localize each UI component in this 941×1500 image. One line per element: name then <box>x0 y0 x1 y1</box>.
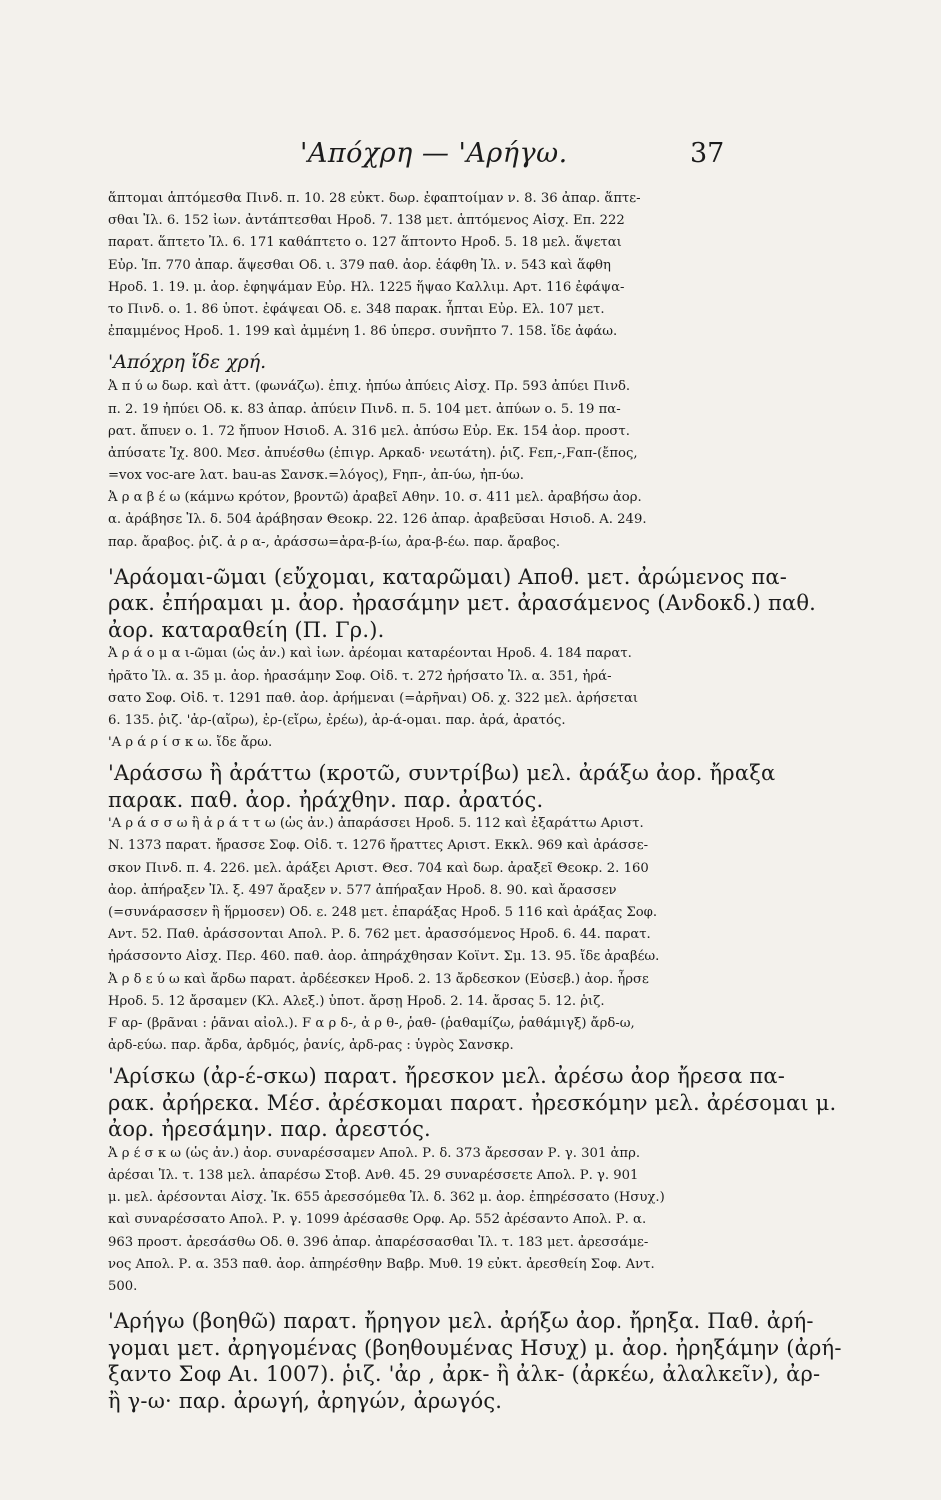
text-line: καὶ συναρέσσατο Απολ. Ρ. γ. 1099 ἀρέσασθε Ορφ. Αρ. 552 ἀρέσαντο Απολ. Ρ. α. <box>108 1212 647 1228</box>
text-line: παρατ. ἅπτετο Ἰλ. 6. 171 καθάπτετο ο. 127 ἅπτοντο Ηροδ. 5. 18 μελ. ἅψεται <box>108 235 622 251</box>
text-line: ρακ. ἐπήραμαι μ. ἀορ. ἠρασάμην μετ. ἀρασάμενος (Ανδοκδ.) παθ. <box>108 591 817 616</box>
text-line: Ν. 1373 παρατ. ἤρασσε Σοφ. Οἰδ. τ. 1276 ἤραττες Αριστ. Εκκλ. 969 καὶ ἀράσσε- <box>108 838 649 854</box>
text-line: νος Απολ. Ρ. α. 353 παθ. ἀορ. ἀπηρέσθην Βαβρ. Μυθ. 19 εὐκτ. ἀρεσθείη Σοφ. Αντ. <box>108 1256 655 1272</box>
running-header <box>0 138 941 178</box>
text-line: 'Αράομαι-ῶμαι (εὔχομαι, καταρῶμαι) Αποθ. μετ. ἀρώμενος πα- <box>108 564 788 589</box>
text-line: σθαι Ἰλ. 6. 152 ἰων. ἀντάπτεσθαι Ηροδ. 7. 138 μετ. ἁπτόμενος Αἰσχ. Επ. 222 <box>108 213 625 229</box>
entries-body <box>108 188 842 1414</box>
text-line: 'Αράσσω ἢ ἀράττω (κροτῶ, συντρίβω) μελ. ἀράξω ἀορ. ἤραξα <box>108 761 776 786</box>
text-line: F αρ- (βρᾶναι : ῥᾶναι αἰολ.). F α ρ δ-, ἀ ρ θ-, ῥαθ- (ῥαθαμίζω, ῥαθάμιγξ) ἄρδ-ω, <box>108 1015 635 1031</box>
text-line: =vox voc-are λατ. bau-as Σανσκ.=λόγος), Fηπ-, ἀπ-ύω, ἠπ-ύω. <box>108 468 524 484</box>
text-line: ἀορ. καταραθείη (Π. Γρ.). <box>108 617 385 642</box>
text-line: Ηροδ. 1. 19. μ. ἀορ. ἐφηψάμαν Εὐρ. Ηλ. 1225 ἥψαο Καλλιμ. Αρτ. 116 ἐφάψα- <box>108 279 625 295</box>
text-line: το Πινδ. ο. 1. 86 ὑποτ. ἐφάψεαι Οδ. ε. 348 παρακ. ἧπται Εὐρ. Ελ. 107 μετ. <box>108 301 605 317</box>
text-line: 'Απόχρη ἴδε χρή. <box>108 351 267 374</box>
text-line: 'Α ρ ά σ σ ω ἢ ἀ ρ ά τ τ ω (ὡς ἀν.) ἀπαράσσει Ηροδ. 5. 112 καὶ ἐξαράττω Αριστ. <box>108 816 644 832</box>
text-line: 'Αρήγω (βοηθῶ) παρατ. ἤρηγον μελ. ἀρήξω ἀορ. ἤρηξα. Παθ. ἀρή- <box>108 1309 814 1334</box>
text-line: ρατ. ἄπυεν ο. 1. 72 ἤπυον Ησιοδ. Α. 316 μελ. ἀπύσω Εὐρ. Εκ. 154 ἀορ. προστ. <box>108 423 630 439</box>
text-line: Αντ. 52. Παθ. ἀράσσονται Απολ. Ρ. δ. 762 μετ. ἀρασσόμενος Ηροδ. 6. 44. παρατ. <box>108 927 651 943</box>
text-line: Ἀ π ύ ω δωρ. καὶ ἀττ. (φωνάζω). ἐπιχ. ἠπύω ἀπύεις Αἰσχ. Πρ. 593 ἀπύει Πινδ. <box>108 379 631 395</box>
text-line: μ. μελ. ἀρέσονται Αἰσχ. Ἰκ. 655 ἀρεσσόμεθα Ἰλ. δ. 362 μ. ἀορ. ἐπηρέσσατο (Ησυχ.) <box>108 1190 665 1206</box>
text-line: ἠράσσοντο Αἰσχ. Περ. 460. παθ. ἀορ. ἀπηράχθησαν Κοϊντ. Σμ. 13. 95. ἴδε ἀραβέω. <box>108 949 660 965</box>
text-line: ἢ γ-ω· παρ. ἀρωγή, ἀρηγών, ἀρωγός. <box>108 1388 503 1413</box>
text-line: 963 προστ. ἀρεσάσθω Οδ. θ. 396 ἀπαρ. ἀπαρέσσασθαι Ἰλ. τ. 183 μετ. ἀρεσσάμε- <box>108 1234 649 1250</box>
text-line: ξαντο Σοφ Αι. 1007). ῥιζ. 'ἀρ , ἀρκ- ἢ ἀλκ- (ἀρκέω, ἀλαλκεῖν), ἀρ- <box>108 1362 821 1387</box>
text-line: ἀρέσαι Ἰλ. τ. 138 μελ. ἀπαρέσω Στοβ. Ανθ. 45. 29 συναρέσσετε Απολ. Ρ. γ. 901 <box>108 1168 639 1183</box>
text-line: Εὐρ. Ἱπ. 770 ἀπαρ. ἅψεσθαι Οδ. ι. 379 παθ. ἀορ. ἑάφθη Ἰλ. ν. 543 καὶ ἅφθη <box>108 257 611 273</box>
text-line: α. ἀράβησε Ἰλ. δ. 504 ἀράβησαν Θεοκρ. 22. 126 ἀπαρ. ἀραβεῦσαι Ησιοδ. Α. 249. <box>108 512 647 528</box>
text-line: ἀπύσατε Ἰχ. 800. Μεσ. ἀπυέσθω (ἐπιγρ. Αρκαδ· νεωτάτη). ῥιζ. Fεπ,-,Fαπ-(ἔπος, <box>108 445 638 461</box>
text-line: παρακ. παθ. ἀορ. ἠράχθην. παρ. ἀρατός. <box>108 787 544 812</box>
text-line: σατο Σοφ. Οἰδ. τ. 1291 παθ. ἀορ. ἀρήμεναι (=ἀρῆναι) Οδ. χ. 322 μελ. ἀρήσεται <box>108 690 639 706</box>
text-line: 'Α ρ ά ρ ί σ κ ω. ἴδε ἄρω. <box>108 735 273 751</box>
text-line: (=συνάρασσεν ἢ ἥρμοσεν) Οδ. ε. 248 μετ. ἐπαράξας Ηροδ. 5 116 καὶ ἀράξας Σοφ. <box>108 905 658 920</box>
text-line: Ἀ ρ ά ο μ α ι-ῶμαι (ὡς ἀν.) καὶ ἰων. ἀρέομαι καταρέονται Ηροδ. 4. 184 παρατ. <box>108 646 632 662</box>
text-line: ἐπαμμένος Ηροδ. 1. 199 καὶ ἀμμένη 1. 86 ὑπερσ. συνῆπτο 7. 158. ἴδε ἀφάω. <box>108 324 618 340</box>
text-line: σκον Πινδ. π. 4. 226. μελ. ἀράξει Αριστ. Θεσ. 704 καὶ δωρ. ἀραξεῖ Θεοκρ. 2. 160 <box>108 860 649 876</box>
text-line: Ηροδ. 5. 12 ἄρσαμεν (Κλ. Αλεξ.) ὑποτ. ἄρσῃ Ηροδ. 2. 14. ἄρσας 5. 12. ῥιζ. <box>108 993 605 1009</box>
text-line: ρακ. ἀρήρεκα. Μέσ. ἀρέσκομαι παρατ. ἠρεσκόμην μελ. ἀρέσομαι μ. <box>108 1090 837 1115</box>
text-line: Ἀ ρ έ σ κ ω (ὡς ἀν.) ἀορ. συναρέσσαμεν Απολ. Ρ. δ. 373 ἄρεσσαν Ρ. γ. 301 ἀπρ. <box>108 1145 641 1161</box>
text-line: 'Αρίσκω (ἀρ-έ-σκω) παρατ. ἤρεσκον μελ. ἀρέσω ἀορ ἤρεσα πα- <box>108 1064 786 1089</box>
text-line: ἅπτομαι ἁπτόμεσθα Πινδ. π. 10. 28 εὐκτ. δωρ. ἐφαπτοίμαν ν. 8. 36 ἀπαρ. ἅπτε- <box>108 191 641 206</box>
text-line: ἠρᾶτο Ἰλ. α. 35 μ. ἀορ. ἠρασάμην Σοφ. Οἰδ. τ. 272 ἠρήσατο Ἰλ. α. 351, ἠρά- <box>108 668 612 684</box>
page-number: 37 <box>690 138 725 169</box>
text-line: 500. <box>108 1278 138 1294</box>
text-line: ἀορ. ἠρεσάμην. παρ. ἀρεστός. <box>108 1117 431 1142</box>
text-line: π. 2. 19 ἠπύει Οδ. κ. 83 ἀπαρ. ἀπύειν Πινδ. π. 5. 104 μετ. ἀπύων ο. 5. 19 πα- <box>108 401 621 417</box>
text-line: Ἀ ρ δ ε ύ ω καὶ ἄρδω παρατ. ἀρδέεσκεν Ηροδ. 2. 13 ἄρδεσκον (Εὐσεβ.) ἀορ. ἦρσε <box>108 971 649 987</box>
text-line: γομαι μετ. ἀρηγομένας (βοηθουμένας Ησυχ) μ. ἀορ. ἠρηξάμην (ἀρή- <box>108 1335 842 1360</box>
text-line: Ἀ ρ α β έ ω (κάμνω κρότον, βροντῶ) ἀραβεῖ Αθην. 10. σ. 411 μελ. ἀραβήσω ἀορ. <box>108 490 642 506</box>
header-title: 'Απόχρη — 'Αρήγω. <box>300 138 568 169</box>
text-line: ἀρδ-εύω. παρ. ἄρδα, ἀρδμός, ῥανίς, ἀρδ-ρας : ὑγρὸς Σανσκρ. <box>108 1038 514 1054</box>
text-line: ἀορ. ἀπήραξεν Ἰλ. ξ. 497 ἄραξεν ν. 577 ἀπήραξαν Ηροδ. 8. 90. καὶ ἄρασσεν <box>108 882 617 898</box>
text-line: παρ. ἄραβος. ῥιζ. ἀ ρ α-, ἀράσσω=ἀρα-β-ίω, ἀρα-β-έω. παρ. ἄραβος. <box>108 534 561 550</box>
text-line: 6. 135. ῥιζ. 'ἀρ-(αἴρω), ἐρ-(εἴρω, ἐρέω), ἀρ-ά-ομαι. παρ. ἀρά, ἀρατός. <box>108 712 566 728</box>
